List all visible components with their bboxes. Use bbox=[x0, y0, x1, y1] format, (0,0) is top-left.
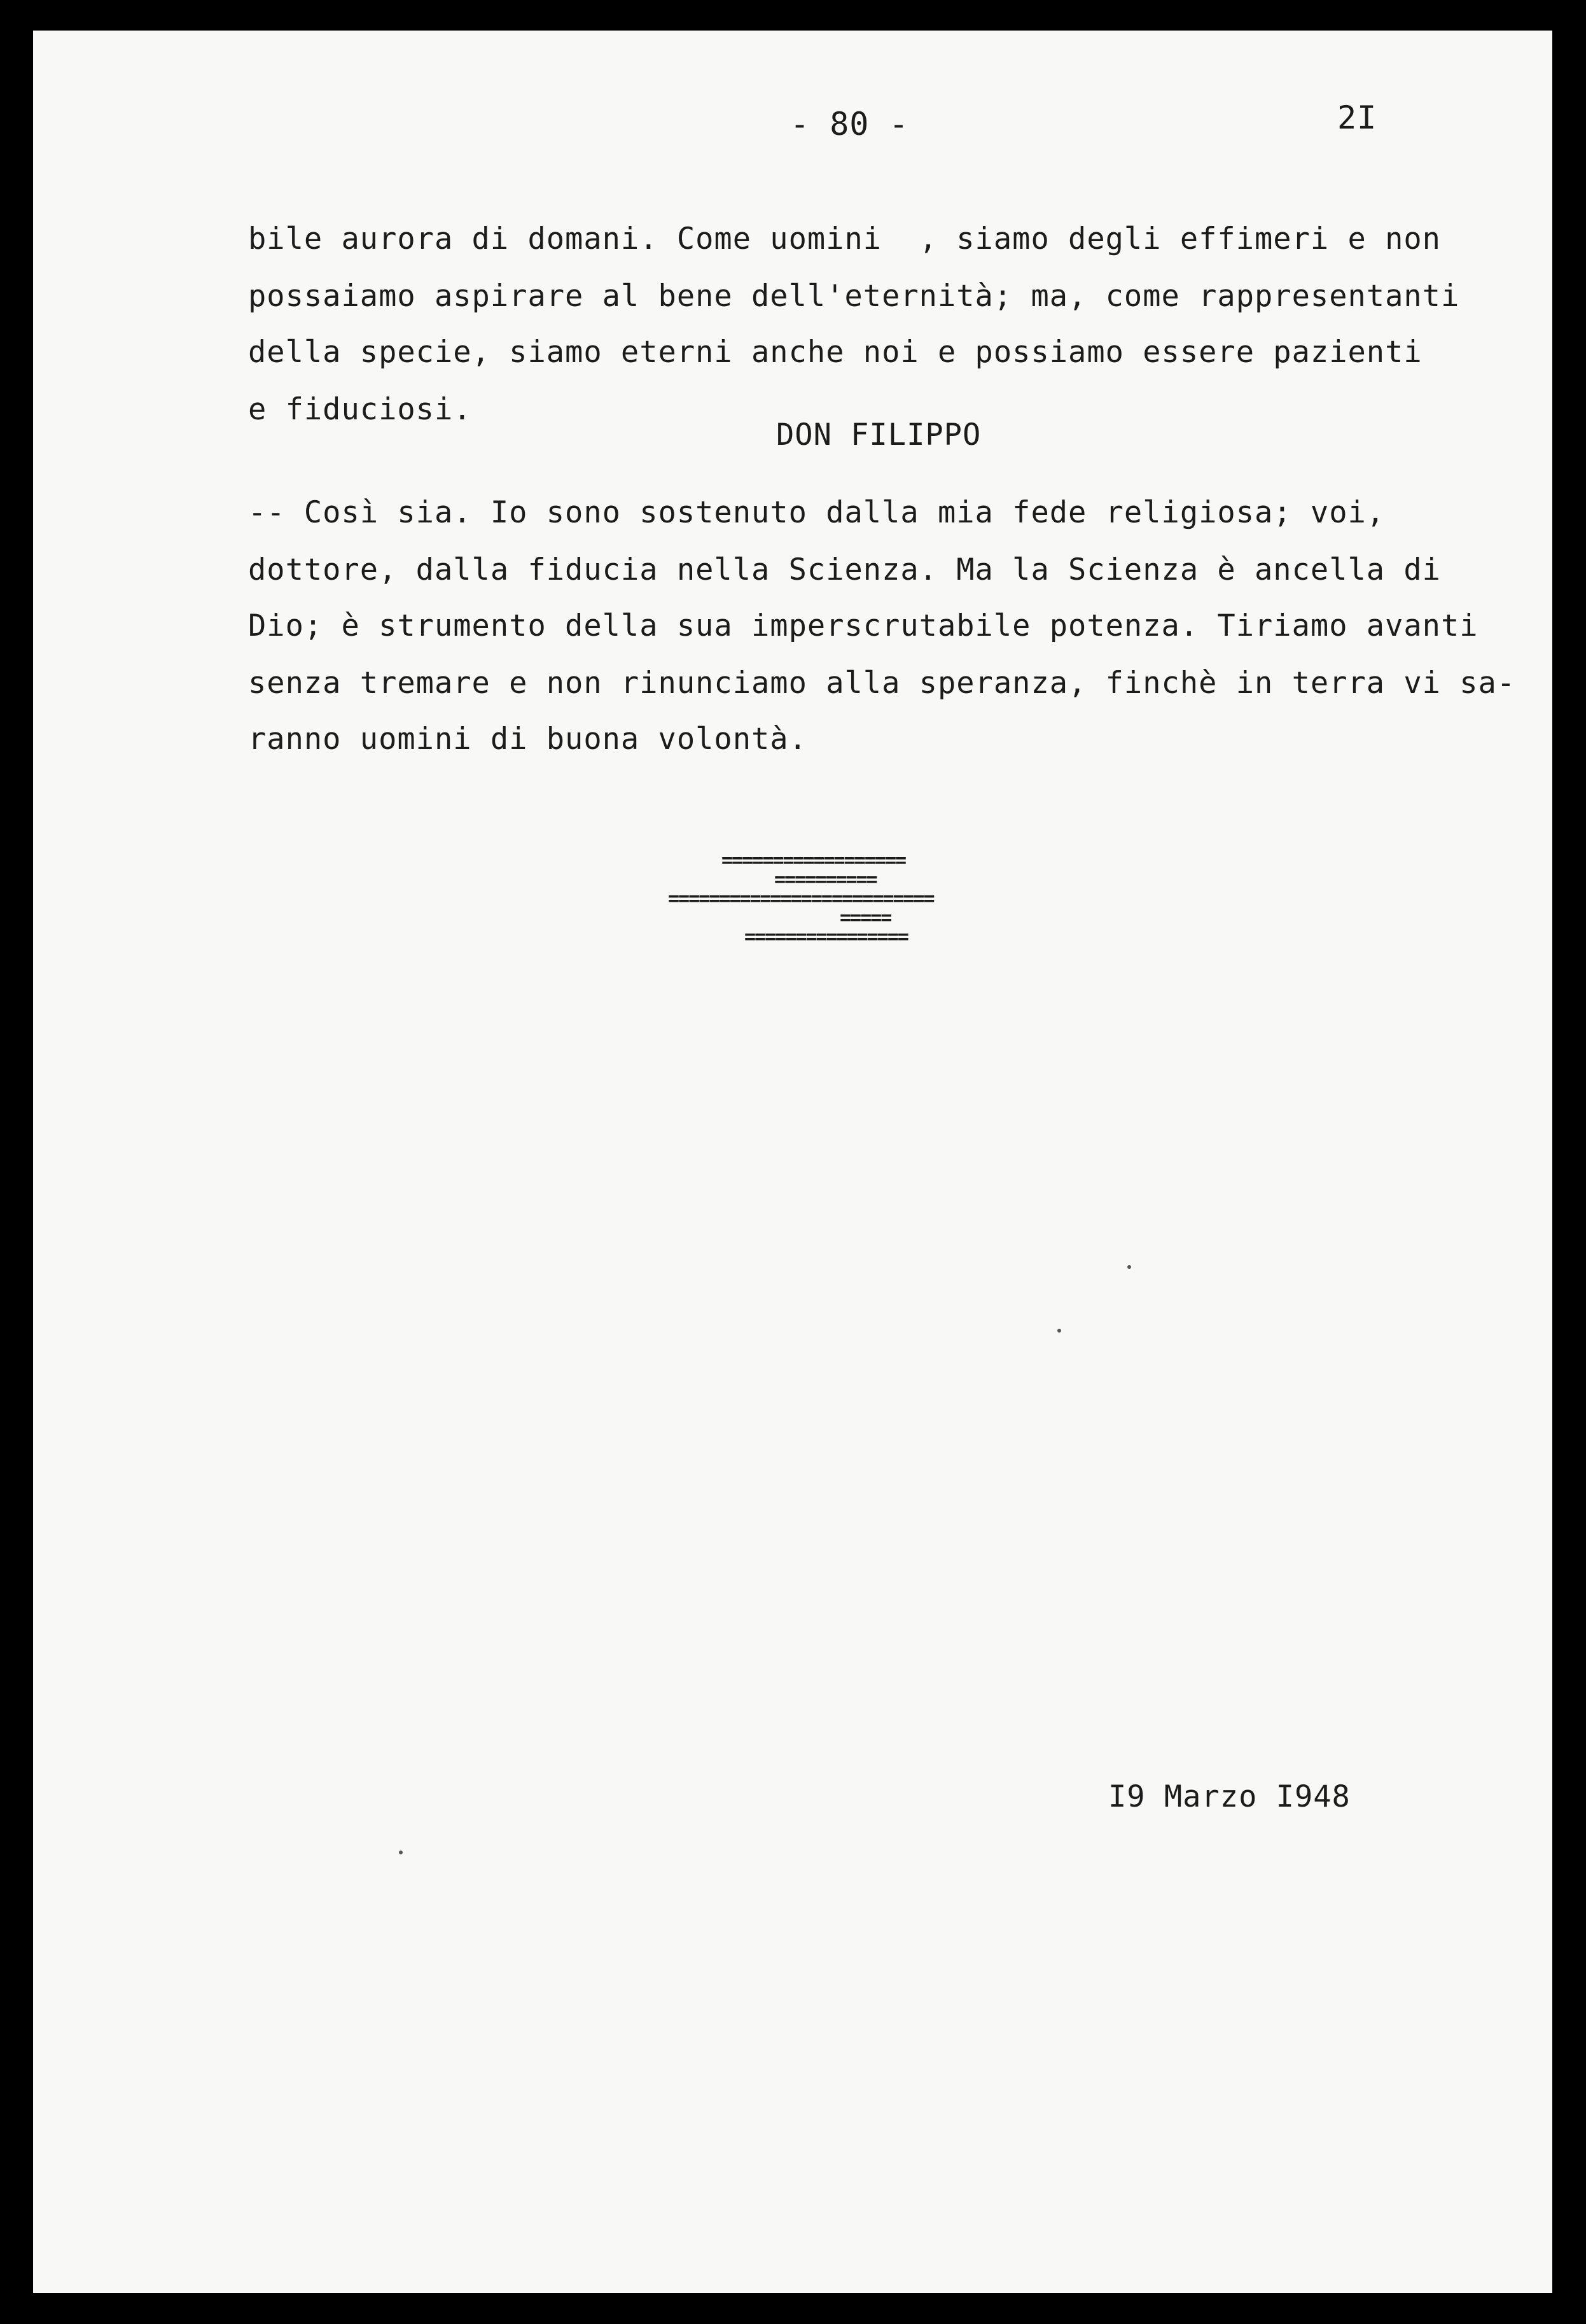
text-line: Dio; è strumento della sua imperscrutabile potenza. Tiriamo avanti bbox=[248, 608, 1478, 643]
text-line: della specie, siamo eterni anche noi e possiamo essere pazienti bbox=[248, 335, 1423, 370]
text-line: bile aurora di domani. Come uomini , siamo degli effimeri e non bbox=[248, 221, 1441, 256]
separator-line: ========================== bbox=[668, 888, 934, 910]
separator-line: ===== bbox=[840, 907, 891, 929]
text-line: senza tremare e non rinunciamo alla speranza, finchè in terra vi sa- bbox=[248, 666, 1516, 701]
separator-line: ========== bbox=[774, 869, 877, 891]
text-line: -- Così sia. Io sono sostenuto dalla mia fede religiosa; voi, bbox=[248, 495, 1386, 530]
typewritten-page bbox=[33, 31, 1552, 2293]
text-line: dottore, dalla fiducia nella Scienza. Ma la Scienza è ancella di bbox=[248, 552, 1441, 587]
paper-speck bbox=[1057, 1329, 1061, 1333]
separator-line: ================ bbox=[744, 926, 908, 948]
separator-line: ================== bbox=[721, 850, 906, 872]
text-line: e fiduciosi. bbox=[248, 392, 472, 427]
date: I9 Marzo I948 bbox=[1108, 1779, 1351, 1814]
text-line: possaiamo aspirare al bene dell'eternità; ma, come rappresentanti bbox=[248, 279, 1460, 314]
sheet-number: 2I bbox=[1337, 99, 1377, 136]
page-number: - 80 - bbox=[790, 106, 909, 143]
paper-speck bbox=[1127, 1265, 1131, 1269]
text-line: ranno uomini di buona volontà. bbox=[248, 722, 807, 757]
paper-speck bbox=[399, 1851, 403, 1854]
speaker-heading: DON FILIPPO bbox=[776, 417, 982, 452]
